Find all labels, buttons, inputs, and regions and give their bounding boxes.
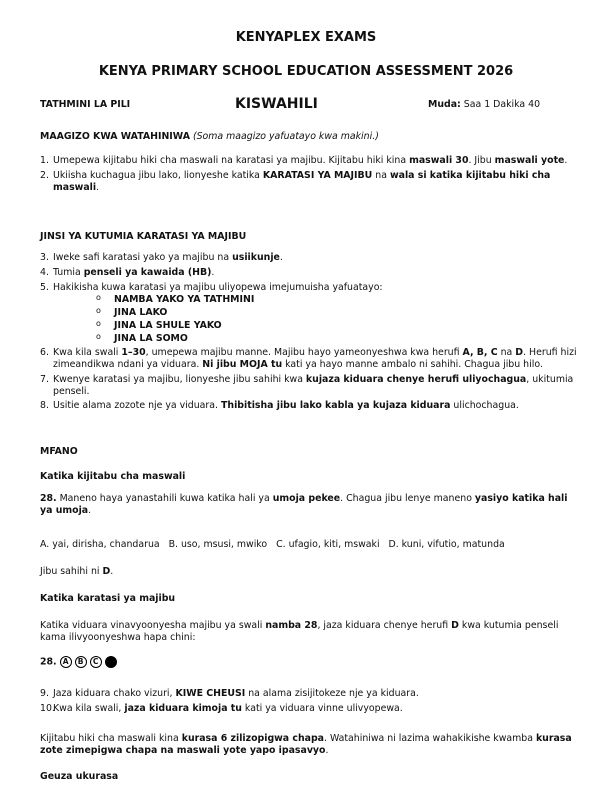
instruction-item: 6. Kwa kila swali 1–30, umepewa majibu manne. Majibu hayo yameonyeshwa kwa herufi A, B, C na D. Herufi hizi zimeandikwa ndani ya viduara. Ni jibu MOJA tu kati ya hayo manne ambalo ni sahihi. Chagua jibu hilo.: [40, 347, 577, 370]
subject-title: KISWAHILI: [235, 96, 318, 112]
turn-over-label: Geuza ukurasa: [40, 771, 119, 782]
sheet-field-item: o NAMBA YAKO YA TATHMINI: [53, 294, 582, 306]
example-answer: Jibu sahihi ni D.: [40, 566, 114, 577]
instructions-list: [40, 155, 582, 196]
instructions-heading-note: (Soma maagizo yafuatayo kwa makini.): [192, 131, 379, 142]
answer-bubble-a: A: [60, 656, 72, 668]
exam-org-title: KENYAPLEX EXAMS: [235, 30, 377, 45]
instruction-item: 5. Hakikisha kuwa karatasi ya majibu uliyopewa imejumuisha yafuatayo: o NAMBA YAKO YA TATHMINI o JINA LAKO o JINA LA SHULE YAKO o JINA LA SOMO: [40, 282, 582, 345]
sheet-field-item: o JINA LAKO: [53, 307, 582, 319]
instruction-item: 4. Tumia penseli ya kawaida (HB).: [40, 266, 215, 278]
answer-sheet-list: [40, 252, 582, 415]
sheet-field-item: o JINA LA SHULE YAKO: [53, 320, 582, 332]
answer-sheet-heading: JINSI YA KUTUMIA KARATASI YA MAJIBU: [40, 231, 247, 242]
instruction-item: 9. Jaza kiduara chako vizuri, KIWE CHEUSI na alama zisijitokeze nje ya kiduara.: [40, 688, 419, 699]
duration: [428, 99, 540, 111]
answer-bubble-c: C: [90, 656, 102, 668]
instruction-item: 10. Kwa kila swali, jaza kiduara kimoja tu kati ya viduara vinne ulivyopewa.: [40, 702, 403, 714]
answer-bubble-d: D: [105, 656, 117, 668]
answer-bubbles: [60, 656, 117, 668]
page-count-note: Kijitabu hiki cha maswali kina kurasa 6 zilizopigwa chapa. Watahiniwa ni lazima wahakikishe kwamba kurasa zote zimepigwa chapa na maswali yote yapo ipasavyo.: [40, 733, 572, 756]
sheet-field-item: o JINA LA SOMO: [53, 333, 582, 345]
exam-name-title: KENYA PRIMARY SCHOOL EDUCATION ASSESSMENT 2026: [98, 64, 514, 79]
instruction-item: 8. Usitie alama zozote nje ya viduara. Thibitisha jibu lako kabla ya kujaza kiduara ulichochagua.: [40, 400, 519, 412]
instruction-item: 3. Iweke safi karatasi yako ya majibu na usiikunje.: [40, 252, 283, 263]
example-question: 28. Maneno haya yanastahili kuwa katika hali ya umoja pekee. Chagua jibu lenye maneno yasiyo katika hali ya umoja.: [40, 493, 568, 516]
answer-sheet-fields: [53, 294, 582, 344]
paper-label: TATHMINI LA PILI: [40, 99, 131, 110]
instruction-item: 7. Kwenye karatasi ya majibu, lionyeshe jibu sahihi kwa kujaza kiduara chenye herufi uliyochagua, ukitumia penseli.: [40, 373, 574, 397]
booklet-subheading: Katika kijitabu cha maswali: [40, 471, 186, 482]
sheet-instruction: Katika viduara vinavyoonyesha majibu ya swali namba 28, jaza kiduara chenye herufi D kwa kutumia penseli kama ilivyoonyeshwa hapa chini:: [40, 620, 559, 643]
answer-bubble-b: B: [75, 656, 87, 668]
instruction-item: 1. Umepewa kijitabu hiki cha maswali na karatasi ya majibu. Kijitabu hiki kina maswali 30. Jibu maswali yote.: [40, 155, 568, 166]
duration-label: Muda:: [428, 99, 461, 110]
answer-sheet-subheading: Katika karatasi ya majibu: [40, 593, 176, 604]
duration-value: Saa 1 Dakika 40: [463, 99, 541, 110]
bubble-question-number: 28.: [40, 656, 57, 668]
instructions-heading-text: MAAGIZO KWA WATAHINIWA: [40, 131, 190, 142]
paper-meta-row: [40, 96, 580, 114]
bubble-row: [40, 656, 582, 668]
example-options: A. yai, dirisha, chandarua B. uso, msusi, mwiko C. ufagio, kiti, mswaki D. kuni, vifutio, matunda: [40, 539, 505, 550]
more-instructions-list: [40, 688, 582, 718]
instruction-item: 2. Ukiisha kuchagua jibu lako, lionyeshe katika KARATASI YA MAJIBU na wala si katika kijitabu hiki cha maswali.: [40, 169, 551, 193]
example-heading: MFANO: [40, 446, 78, 457]
instructions-heading: [40, 131, 582, 143]
